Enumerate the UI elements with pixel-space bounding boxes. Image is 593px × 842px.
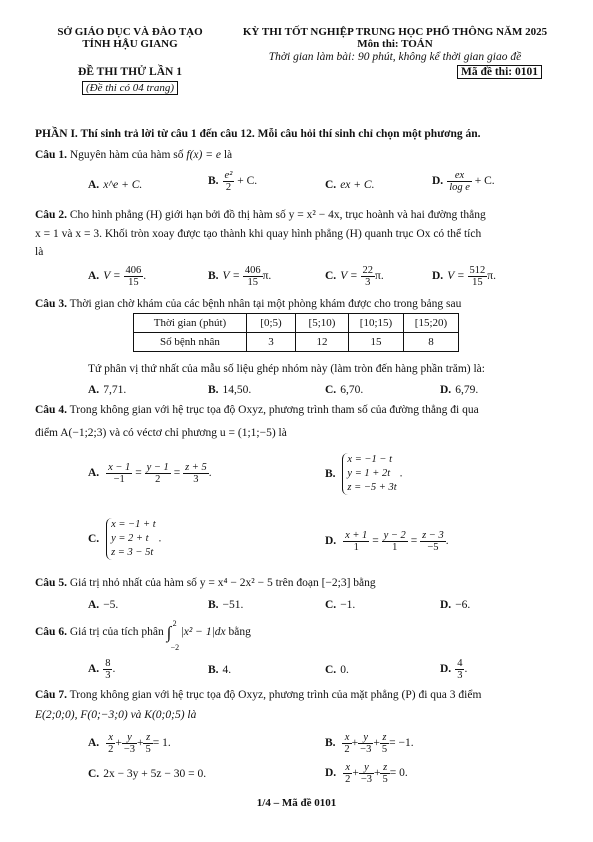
q2-b-pre: V = [222,270,240,283]
q3-label: Câu 3. [35,298,67,310]
num: x − 1 [108,462,131,473]
q6-c-text: 0. [340,664,349,676]
eq-sign: = [410,535,418,548]
opt-label: B. [325,737,336,750]
q5-option-a[interactable] [88,598,118,613]
integral-sign: ∫ 2 −2 [167,625,181,640]
den: log e [449,182,470,193]
num: 4 [457,658,463,669]
q6-option-b[interactable] [208,663,231,678]
q2-line1: Cho hình phẳng (H) giới hạn bởi đồ thị hàm số y = x² − 4x, trục hoành và hai đường thẳng [69,209,486,221]
opt-label: B. [208,175,219,188]
opt-label: A. [88,599,100,611]
q7-d-tail: = 0. [389,767,408,780]
num: y − 2 [383,530,406,541]
exam-code: Mã đề thi: 0101 [457,65,542,79]
opt-label: D. [440,663,452,676]
q2-d-pre: V = [447,270,465,283]
q7-option-c[interactable] [88,767,206,782]
q6-b-text: 4. [222,664,232,676]
q4-d-frac-x [343,530,369,553]
page-footer: 1/4 – Mã đề 0101 [256,797,337,809]
header-subject: Môn thi: TOÁN [357,38,433,50]
num: x [343,762,352,774]
den: 15 [472,277,483,288]
opt-label: C. [325,270,337,283]
table-cell: 8 [404,333,459,352]
q3-table [133,313,459,352]
q2-stem-3: là [35,246,44,258]
eq-sign: = [135,467,142,480]
q2-a-fraction [124,265,147,288]
q7-option-b[interactable] [325,732,414,755]
table-row [134,333,459,352]
q7-option-d[interactable] [325,762,408,785]
sys-row: x = −1 − t [347,454,393,465]
q7-a-frac-x [106,732,115,755]
q5-option-c[interactable] [325,598,355,613]
den: 2 [344,744,350,755]
num: y [122,732,137,744]
q6-d-fraction [455,658,464,681]
q6-upper-limit: 2 [172,619,177,628]
q2-a-pre: V = [103,270,121,283]
page-note-box: (Đề thi có 04 trang) [82,81,178,95]
header-duration: Thời gian làm bài: 90 phút, không kể thời gian giao đề [268,51,522,63]
q3-c-text: 6,70. [340,384,364,396]
num: e² [224,170,233,181]
sys-row: z = 3 − 5t [111,547,154,558]
q7-stem-2: E(2;0;0), F(0;−3;0) và K(0;0;5) là [35,709,197,721]
q4-c-system [106,518,156,560]
num: z [143,732,152,744]
q4-option-c[interactable]: C. x = −1 + t y = 2 + t z = 3 − 5t . [88,519,162,558]
q7-a-frac-y [122,732,137,755]
q4-b-system [342,453,396,495]
den: −3 [360,744,372,755]
q5-label: Câu 5. [35,577,67,589]
opt-label: D. [440,384,452,396]
q7-a-tail: = 1. [152,737,171,750]
table-cell: Số bệnh nhân [134,333,247,352]
q4-option-d[interactable]: D. $\frac{x + 1}{1}$ = $\frac{y - 2}{1}$ = $\frac{z - 3}{-5}$ . [325,530,449,553]
den: 3 [365,277,371,288]
q5-stem [35,576,575,591]
q3-b-text: 14,50. [222,384,252,396]
q3-d-text: 6,79. [455,384,479,396]
header-province: TỈNH HẬU GIANG [82,38,178,50]
q7-d-frac-x [343,762,352,785]
q3-text: Thời gian chờ khám của các bệnh nhân tại một phòng khám được cho trong bảng sau [69,298,462,310]
num: 406 [125,265,142,276]
q4-line1: Trong không gian với hệ trục tọa độ Oxyz, phương trình tham số của đường thẳng đi qua [69,404,479,416]
num: y [358,732,373,744]
den: 3 [105,670,111,681]
q4-stem-1 [35,403,575,418]
q3-option-a[interactable] [88,383,126,398]
num: z [380,762,389,774]
q5-a-text: −5. [103,599,119,611]
table-cell: [10;15) [349,314,404,333]
num: z [380,732,389,744]
header-page-note [40,82,220,94]
q6-option-c[interactable] [325,663,349,678]
q4-a-frac-x [106,462,132,485]
q2-option-c[interactable] [325,265,384,288]
table-cell: 12 [296,333,349,352]
plus: + [136,737,144,750]
q5-text: Giá trị nhỏ nhất của hàm số y = x⁴ − 2x² − 5 trên đoạn [−2;3] bằng [69,577,376,589]
q3-option-c[interactable] [325,383,363,398]
q1-option-d[interactable] [432,170,495,193]
table-cell: [0;5) [247,314,296,333]
den: 15 [128,277,139,288]
q1-text: Nguyên hàm của hàm số [69,149,184,161]
den: 3 [457,670,463,681]
den: −1 [113,474,125,485]
q7-a-frac-z [143,732,152,755]
q1-option-b[interactable] [208,170,257,193]
opt-label: C. [325,664,337,676]
q2-c-tail: π. [375,270,384,283]
q6-text-b: bằng [228,626,251,639]
header-exam-name: KỲ THI TỐT NGHIỆP TRUNG HỌC PHỔ THÔNG NĂM 2025 [242,26,548,38]
plus: + [115,737,122,750]
q2-c-fraction [361,265,376,288]
q6-integrand: |x² − 1|dx [180,626,226,639]
q2-option-a[interactable] [88,265,146,288]
q3-question: Tứ phân vị thứ nhất của mẫu số liệu ghép nhóm này (làm tròn đến hàng phần trăm) là: [88,363,485,375]
q4-option-b[interactable]: B. x = −1 − t y = 1 + 2t z = −5 + 3t . [325,454,403,493]
q2-a-tail: . [143,270,147,283]
den: 2 [345,774,351,785]
sys-row: y = 2 + t [111,533,149,544]
q1-c-text: ex + C. [340,179,375,191]
q4-stem-2: điểm A(−1;2;3) và có véctơ chỉ phương u = (1;1;−5) là [35,427,287,439]
q1-option-a[interactable] [88,178,142,193]
q5-d-text: −6. [455,599,471,611]
q4-d-frac-z [420,530,446,553]
opt-label: B. [325,467,336,480]
sys-row: x = −1 + t [111,519,156,530]
sys-row: z = −5 + 3t [347,482,397,493]
num: y [359,762,374,774]
opt-label: C. [325,179,337,191]
opt-label: B. [208,664,219,676]
q1-stem [35,148,232,163]
q2-option-b[interactable] [208,265,271,288]
q4-label: Câu 4. [35,404,67,416]
table-cell: 15 [349,333,404,352]
q4-d-frac-y [382,530,408,553]
num: 22 [362,265,374,276]
num: x [106,732,115,744]
opt-label: B. [208,384,219,396]
q7-b-frac-y [358,732,373,755]
q7-stem-1 [35,688,575,703]
den: −5 [427,542,439,553]
num: 8 [105,658,111,669]
num: y − 1 [146,462,169,473]
den: 1 [392,542,398,553]
q5-c-text: −1. [340,599,356,611]
opt-label: A. [88,467,100,480]
den: 15 [247,277,258,288]
part1-heading: PHẦN I. Thí sinh trả lời từ câu 1 đến câu 12. Mỗi câu hỏi thí sinh chỉ chọn một phương án. [35,128,481,140]
plus: + [352,767,359,780]
opt-label: A. [88,663,100,676]
num: x + 1 [345,530,368,541]
num: x [342,732,351,744]
q6-option-d[interactable]: D. $\frac{4}{3}$ . [440,658,468,681]
plus: + [373,767,381,780]
opt-label: C. [88,768,100,780]
den: 5 [382,774,388,785]
eq-sign: = [173,467,181,480]
table-cell: 3 [247,333,296,352]
q5-option-d[interactable] [440,598,470,613]
num: 512 [469,265,486,276]
den: −3 [123,744,135,755]
opt-label: A. [88,179,100,191]
opt-label: B. [208,270,219,283]
table-cell: Thời gian (phút) [134,314,247,333]
opt-label: C. [325,384,337,396]
q4-a-frac-z [183,462,209,485]
plus: + [373,737,380,750]
sys-row: y = 1 + 2t [347,468,391,479]
q2-d-fraction [468,265,488,288]
q1-d-tail: + C. [474,175,495,188]
q2-stem-1 [35,208,575,223]
opt-label: A. [88,270,100,283]
q1-function: f(x) = e [186,149,221,161]
opt-label: A. [88,384,100,396]
den: 1 [353,542,359,553]
q6-a-fraction [103,658,112,681]
q6-text-a: Giá trị của tích phân [69,626,164,639]
table-cell: [15;20) [404,314,459,333]
q2-label: Câu 2. [35,209,67,221]
q1-label: Câu 1. [35,149,67,161]
q3-stem [35,297,575,312]
q1-option-c[interactable] [325,178,374,193]
q3-a-text: 7,71. [103,384,127,396]
den: 2 [155,474,161,485]
den: 2 [225,182,232,193]
q7-c-text: 2x − 3y + 5z − 30 = 0. [103,768,207,780]
opt-label: D. [432,270,444,283]
opt-label: C. [325,599,337,611]
q7-d-frac-z [380,762,389,785]
header-exam-title: ĐỀ THI THỬ LẦN 1 [78,66,182,78]
den: 2 [108,744,114,755]
q1-a-text: x^e + C. [103,179,143,191]
q6-option-a[interactable]: A. $\frac{8}{3}$ . [88,658,116,681]
q3-option-b[interactable] [208,383,251,398]
q2-d-tail: π. [487,270,496,283]
q6-lower-limit: −2 [170,643,180,652]
q2-option-d[interactable] [432,265,496,288]
q5-b-text: −51. [222,599,244,611]
num: z + 5 [185,462,207,473]
opt-label: C. [88,532,100,545]
opt-label: B. [208,599,219,611]
q4-a-frac-y [145,462,171,485]
q7-b-tail: = −1. [389,737,414,750]
den: 5 [145,744,151,755]
q2-b-tail: π. [262,270,272,283]
q7-label: Câu 7. [35,689,67,701]
num: ex [447,170,472,182]
opt-label: D. [325,767,337,780]
q5-option-b[interactable] [208,598,243,613]
q2-b-fraction [243,265,263,288]
den: 3 [193,474,199,485]
q1-tail: là [223,149,233,161]
opt-label: D. [440,599,452,611]
num: z − 3 [422,530,444,541]
den: −3 [360,774,372,785]
eq-sign: = [372,535,379,548]
num: 406 [244,265,261,276]
q2-c-pre: V = [340,270,358,283]
opt-label: A. [88,737,100,750]
q6-stem [35,619,575,652]
q7-d-frac-y [359,762,374,785]
opt-label: D. [432,175,444,188]
exam-code-box [457,66,542,78]
q1-b-tail: + C. [237,175,258,188]
q2-stem-2: x = 1 và x = 3. Khối tròn xoay được tạo thành khi quay hình phẳng (H) quanh trục Ox có thể tích [35,228,482,240]
q1-d-fraction [447,170,472,193]
den: 5 [381,744,388,755]
opt-label: D. [325,535,337,548]
table-cell: [5;10) [296,314,349,333]
q1-b-fraction [223,170,235,193]
header-dept: SỞ GIÁO DỤC VÀ ĐÀO TẠO [57,26,203,38]
q7-option-a[interactable] [88,732,171,755]
table-row [134,314,459,333]
q7-b-frac-z [380,732,389,755]
q4-option-a[interactable]: A. $\frac{x - 1}{-1}$ = $\frac{y - 1}{2}$ = $\frac{z + 5}{3}$ . [88,462,212,485]
q7-b-frac-x [342,732,351,755]
q6-label: Câu 6. [35,626,67,639]
q7-line1: Trong không gian với hệ trục tọa độ Oxyz, phương trình của mặt phẳng (P) đi qua 3 điểm [69,689,482,701]
q3-option-d[interactable] [440,383,478,398]
plus: + [351,737,359,750]
